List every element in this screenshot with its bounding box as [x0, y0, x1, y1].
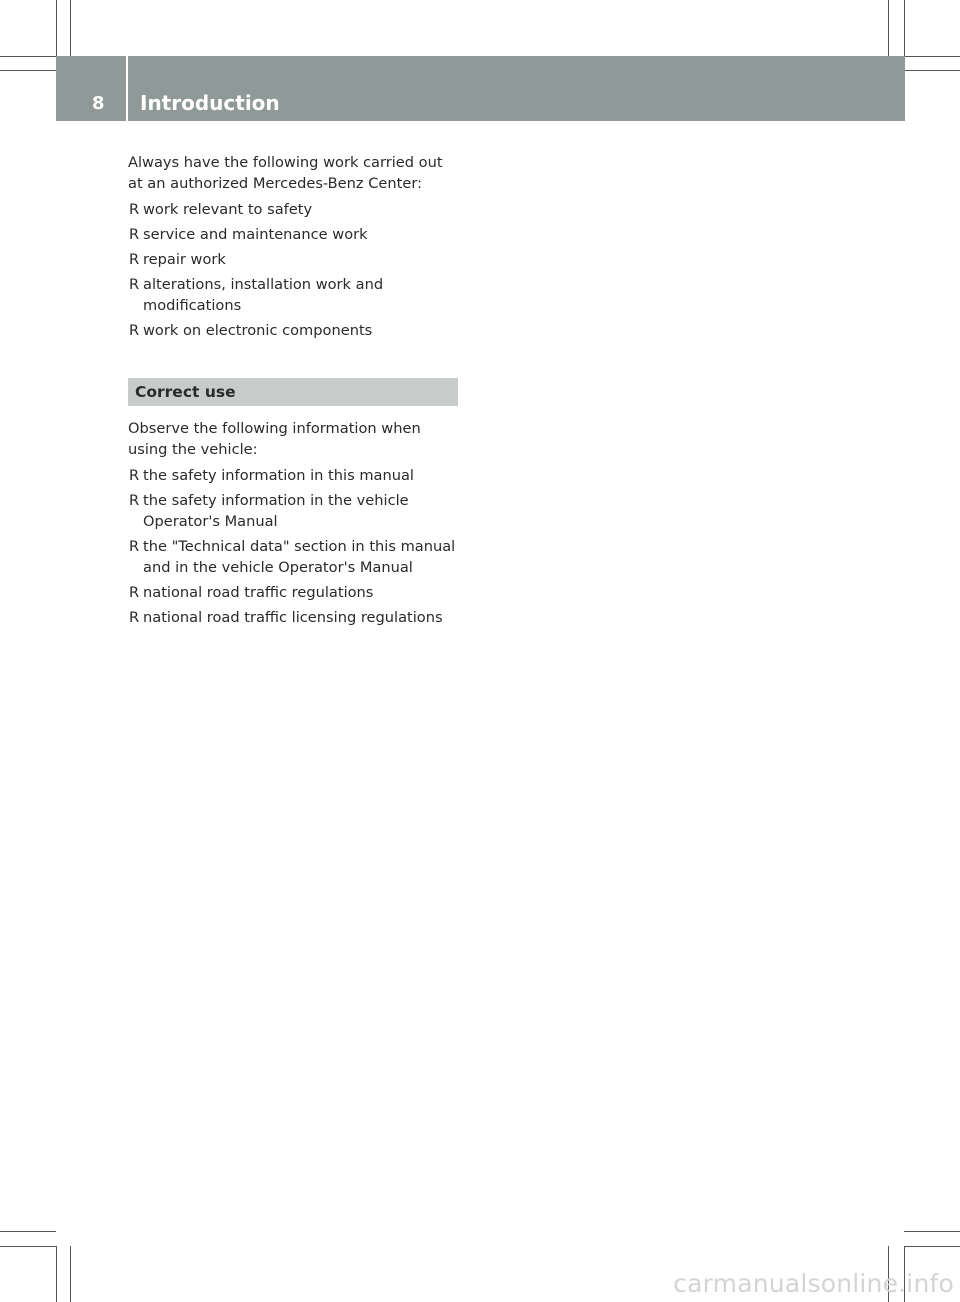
list-item	[128, 490, 458, 532]
crop-mark-top-right-v2	[904, 0, 905, 56]
intro-paragraph: Always have the following work carried out at an authorized Mercedes-Benz Center:	[128, 154, 443, 192]
list-item	[128, 199, 458, 220]
list-item	[128, 249, 458, 270]
list-item-text: repair work	[143, 251, 226, 268]
list-item-text: the "Technical data" section in this manual and in the vehicle Operator's Manual	[143, 538, 456, 576]
bullet-marker: R	[129, 201, 140, 218]
page-number: 8	[92, 93, 105, 114]
list-item	[128, 274, 458, 316]
intro-bullet-list	[128, 199, 458, 341]
crop-mark-top-right-v	[888, 0, 889, 56]
list-item-text: alterations, installation work and modifications	[143, 276, 384, 314]
bullet-marker: R	[129, 322, 140, 339]
list-item-text: the safety information in this manual	[143, 467, 414, 484]
list-item	[128, 465, 458, 486]
crop-mark-top-right-h2	[904, 70, 960, 71]
crop-mark-bottom-right-h2	[904, 1246, 960, 1247]
list-item-text: the safety information in the vehicle Operator's Manual	[143, 492, 409, 530]
bullet-marker: R	[129, 584, 140, 601]
crop-mark-top-left-h	[0, 56, 56, 57]
main-column	[128, 152, 458, 632]
crop-mark-bottom-left-v2	[70, 1246, 71, 1302]
crop-mark-top-left-h2	[0, 70, 56, 71]
list-item-text: national road traffic regulations	[143, 584, 374, 601]
watermark: carmanualsonline.info	[673, 1269, 954, 1298]
crop-mark-bottom-left-v	[56, 1246, 57, 1302]
list-item-text: service and maintenance work	[143, 226, 368, 243]
list-item-text: work relevant to safety	[143, 201, 313, 218]
list-item	[128, 607, 458, 628]
bullet-marker: R	[129, 609, 140, 626]
list-item	[128, 224, 458, 245]
list-item-text: national road traffic licensing regulations	[143, 609, 443, 626]
correct-use-bullet-list	[128, 465, 458, 628]
bullet-marker: R	[129, 226, 140, 243]
bullet-marker: R	[129, 276, 140, 293]
crop-mark-bottom-left-h	[0, 1231, 56, 1232]
crop-mark-bottom-right-h	[904, 1231, 960, 1232]
header-divider	[126, 56, 128, 121]
crop-mark-top-right-h	[904, 56, 960, 57]
bullet-marker: R	[129, 538, 140, 555]
crop-mark-top-left-v	[56, 0, 57, 56]
list-item	[128, 536, 458, 578]
list-item	[128, 582, 458, 603]
list-item	[128, 320, 458, 341]
section-title: Introduction	[140, 91, 280, 115]
bullet-marker: R	[129, 251, 140, 268]
crop-mark-top-left-v2	[70, 0, 71, 56]
correct-use-paragraph: Observe the following information when using the vehicle:	[128, 420, 421, 458]
list-item-text: work on electronic components	[143, 322, 373, 339]
correct-use-heading: Correct use	[128, 378, 458, 406]
bullet-marker: R	[129, 467, 140, 484]
bullet-marker: R	[129, 492, 140, 509]
crop-mark-bottom-left-h2	[0, 1246, 56, 1247]
